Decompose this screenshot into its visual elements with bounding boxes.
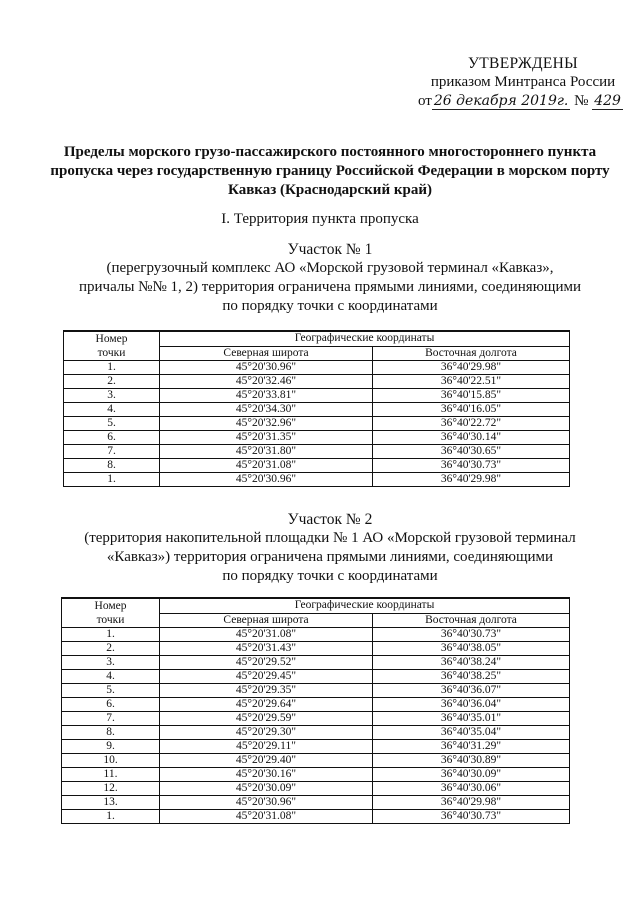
point-number-header-line-2: точки xyxy=(97,347,126,359)
point-number-cell: 10. xyxy=(62,754,160,768)
longitude-cell: 36°40'38.05" xyxy=(373,642,570,656)
table-row xyxy=(64,403,570,417)
longitude-cell: 36°40'38.24" xyxy=(373,656,570,670)
point-number-cell: 6. xyxy=(62,698,160,712)
order-number: 429 xyxy=(594,93,621,109)
table-row xyxy=(64,459,570,473)
latitude-header: Северная широта xyxy=(160,346,373,361)
table-row xyxy=(62,768,570,782)
plot-1-desc-line-3: по порядку точки с координатами xyxy=(222,298,438,314)
document-title: Пределы морского грузо-пассажирского постоянного многостороннего пункта пропуска через государственную границу Российской Федерации в морском порту Кавказ (Краснодарский край) xyxy=(50,144,610,198)
longitude-cell: 36°40'38.25" xyxy=(373,670,570,684)
plot-1-desc-line-2: причалы №№ 1, 2) территория ограничена прямыми линиями, соединяющими xyxy=(78,279,582,295)
longitude-cell: 36°40'29.98" xyxy=(373,796,570,810)
latitude-cell: 45°20'31.80" xyxy=(160,445,373,459)
table-row xyxy=(62,796,570,810)
point-number-header xyxy=(62,598,160,628)
point-number-cell: 8. xyxy=(64,459,160,473)
table-row xyxy=(64,473,570,487)
approval-issuer: приказом Минтранса России xyxy=(430,74,616,90)
point-number-cell: 6. xyxy=(64,431,160,445)
plot-1-heading xyxy=(20,240,640,316)
point-number-cell: 2. xyxy=(64,375,160,389)
table-row xyxy=(62,642,570,656)
longitude-cell: 36°40'16.05" xyxy=(373,403,570,417)
table-row xyxy=(62,782,570,796)
point-number-cell: 7. xyxy=(64,445,160,459)
longitude-cell: 36°40'30.73" xyxy=(373,810,570,824)
longitude-cell: 36°40'30.14" xyxy=(373,431,570,445)
point-number-header-line-1: Номер xyxy=(94,600,127,612)
table-row xyxy=(62,740,570,754)
approval-block xyxy=(418,54,628,111)
point-number-cell: 3. xyxy=(62,656,160,670)
point-number-cell: 12. xyxy=(62,782,160,796)
longitude-cell: 36°40'31.29" xyxy=(373,740,570,754)
point-number-cell: 7. xyxy=(62,712,160,726)
plot-1-name: Участок № 1 xyxy=(287,241,373,258)
latitude-cell: 45°20'31.08" xyxy=(160,628,373,642)
geo-coordinates-header: Географические координаты xyxy=(160,331,570,346)
longitude-cell: 36°40'35.01" xyxy=(373,712,570,726)
longitude-cell: 36°40'36.04" xyxy=(373,698,570,712)
plot-2-desc-line-2: «Кавказ») территория ограничена прямыми линиями, соединяющими xyxy=(106,549,554,565)
point-number-cell: 5. xyxy=(62,684,160,698)
point-number-header-line-1: Номер xyxy=(95,333,128,345)
point-number-cell: 4. xyxy=(62,670,160,684)
point-number-cell: 13. xyxy=(62,796,160,810)
plot-2-name: Участок № 2 xyxy=(287,511,373,528)
latitude-cell: 45°20'29.45" xyxy=(160,670,373,684)
plot-1-desc-line-1: (перегрузочный комплекс АО «Морской грузовой терминал «Кавказ», xyxy=(106,260,554,276)
table-row xyxy=(62,698,570,712)
longitude-cell: 36°40'29.98" xyxy=(373,473,570,487)
point-number-cell: 5. xyxy=(64,417,160,431)
latitude-cell: 45°20'30.96" xyxy=(160,361,373,375)
point-number-cell: 2. xyxy=(62,642,160,656)
order-date: 26 декабря 2019г. xyxy=(433,93,569,109)
latitude-cell: 45°20'31.43" xyxy=(160,642,373,656)
longitude-cell: 36°40'30.73" xyxy=(373,459,570,473)
longitude-cell: 36°40'30.06" xyxy=(373,782,570,796)
table-row xyxy=(64,361,570,375)
section-title: I. Территория пункта пропуска xyxy=(221,211,419,227)
table-row xyxy=(64,431,570,445)
latitude-header: Северная широта xyxy=(160,613,373,628)
point-number-cell: 1. xyxy=(64,473,160,487)
latitude-cell: 45°20'33.81" xyxy=(160,389,373,403)
latitude-cell: 45°20'34.30" xyxy=(160,403,373,417)
longitude-cell: 36°40'36.07" xyxy=(373,684,570,698)
latitude-cell: 45°20'29.52" xyxy=(160,656,373,670)
latitude-cell: 45°20'30.09" xyxy=(160,782,373,796)
point-number-cell: 4. xyxy=(64,403,160,417)
longitude-cell: 36°40'30.09" xyxy=(373,768,570,782)
point-number-cell: 11. xyxy=(62,768,160,782)
table-row xyxy=(64,389,570,403)
order-prefix: от xyxy=(418,93,432,109)
latitude-cell: 45°20'32.46" xyxy=(160,375,373,389)
latitude-cell: 45°20'29.59" xyxy=(160,712,373,726)
point-number-header xyxy=(64,331,160,361)
longitude-cell: 36°40'29.98" xyxy=(373,361,570,375)
longitude-cell: 36°40'35.04" xyxy=(373,726,570,740)
point-number-cell: 1. xyxy=(62,628,160,642)
point-number-cell: 1. xyxy=(64,361,160,375)
longitude-header: Восточная долгота xyxy=(373,613,570,628)
approval-order-line xyxy=(418,92,628,111)
longitude-cell: 36°40'22.51" xyxy=(373,375,570,389)
latitude-cell: 45°20'29.11" xyxy=(160,740,373,754)
point-number-cell: 8. xyxy=(62,726,160,740)
latitude-cell: 45°20'29.30" xyxy=(160,726,373,740)
table-row xyxy=(62,754,570,768)
latitude-cell: 45°20'31.08" xyxy=(160,459,373,473)
table-row xyxy=(62,712,570,726)
longitude-header: Восточная долгота xyxy=(373,346,570,361)
longitude-cell: 36°40'15.85" xyxy=(373,389,570,403)
coordinates-table-1 xyxy=(63,330,570,487)
table-header-row xyxy=(64,331,570,346)
table-row xyxy=(62,628,570,642)
latitude-cell: 45°20'30.16" xyxy=(160,768,373,782)
table-row xyxy=(62,810,570,824)
table-row xyxy=(62,684,570,698)
plot-2-desc-line-1: (территория накопительной площадки № 1 АО «Морской грузовой терминал xyxy=(84,530,576,546)
longitude-cell: 36°40'30.89" xyxy=(373,754,570,768)
table-row xyxy=(64,417,570,431)
latitude-cell: 45°20'30.96" xyxy=(160,473,373,487)
latitude-cell: 45°20'32.96" xyxy=(160,417,373,431)
table-row xyxy=(64,445,570,459)
table-row xyxy=(62,726,570,740)
table-header-row xyxy=(62,598,570,613)
plot-2-heading xyxy=(20,510,640,586)
longitude-cell: 36°40'30.73" xyxy=(373,628,570,642)
latitude-cell: 45°20'29.40" xyxy=(160,754,373,768)
approval-heading: УТВЕРЖДЕНЫ xyxy=(468,55,578,72)
latitude-cell: 45°20'31.35" xyxy=(160,431,373,445)
latitude-cell: 45°20'31.08" xyxy=(160,810,373,824)
latitude-cell: 45°20'30.96" xyxy=(160,796,373,810)
latitude-cell: 45°20'29.64" xyxy=(160,698,373,712)
table-row xyxy=(64,375,570,389)
longitude-cell: 36°40'22.72" xyxy=(373,417,570,431)
table-row xyxy=(62,656,570,670)
plot-2-desc-line-3: по порядку точки с координатами xyxy=(222,568,438,584)
order-number-label: № xyxy=(574,93,589,109)
point-number-cell: 1. xyxy=(62,810,160,824)
geo-coordinates-header: Географические координаты xyxy=(160,598,570,613)
table-row xyxy=(62,670,570,684)
point-number-header-line-2: точки xyxy=(96,614,125,626)
longitude-cell: 36°40'30.65" xyxy=(373,445,570,459)
latitude-cell: 45°20'29.35" xyxy=(160,684,373,698)
coordinates-table-2 xyxy=(61,597,570,824)
point-number-cell: 3. xyxy=(64,389,160,403)
point-number-cell: 9. xyxy=(62,740,160,754)
